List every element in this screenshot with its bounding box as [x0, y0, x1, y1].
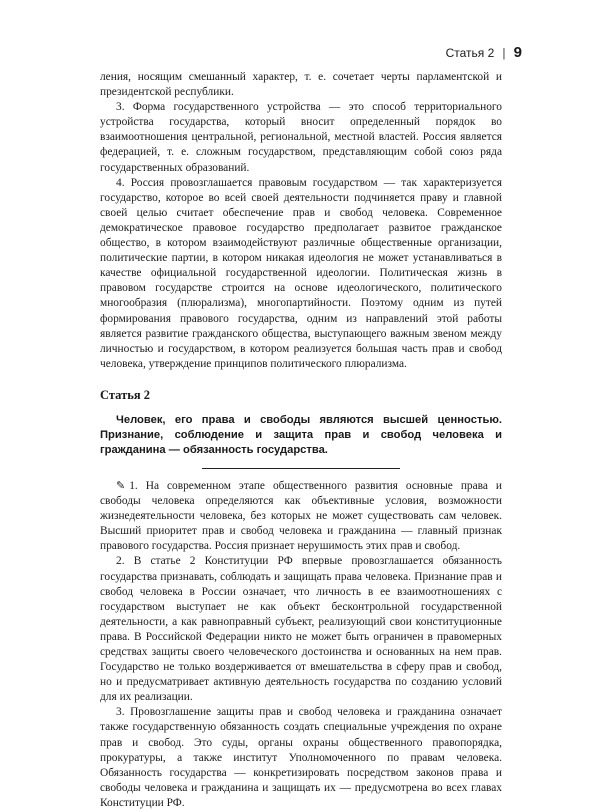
comment-paragraph-3: 3. Провозглашение защиты прав и свобод человека и гражданина означает также государственную обязанность создать специальные учреждения по охране прав и свобод. Это суды, органы охраны общественного правопорядка, прокуратуры, а также институт Уполномоченного по правам человека. Обязанность государства — конкретизировать посредством законов права и свободы человека и гражданина и защищать их — предусмотрена во всех главах Конституции РФ. — [100, 706, 502, 809]
header-article-label: Статья 2 — [445, 46, 495, 60]
comment-marker-icon: ✎ — [116, 479, 126, 492]
running-header — [446, 44, 522, 61]
page-body — [100, 70, 502, 811]
paragraph-3-state-structure: 3. Форма государственного устройства — это способ территориального устройства государства, который вносит определенный порядок во взаимоотношения центральной, региональной, местной властей. Россия является федерацией, т. е. сложным государством, представляющим собой союз ряда государственных образований. — [100, 101, 502, 174]
comment-paragraph-1 — [100, 479, 502, 554]
header-separator: | — [502, 46, 506, 60]
paragraph-4-rule-of-law: 4. Россия провозглашается правовым государством — так характеризуется государство, которое во всей своей деятельности подчиняется праву и главной своей целью считает обеспечение прав и свобод человека. Современное демократическое правовое государство предполагает развитое гражданское общество, в котором взаимодействуют различные общественные организации, политические партии, в котором никакая идеология не может устанавливаться в качестве официальной государственной идеологии. Политическая жизнь в правовом государстве строится на основе идеологического, политического многообразия (плюрализма), многопартийности. Поэтому одним из путей формирования правового государства, одним из направлений этой работы является развитие гражданского общества, выступающего важным звеном между личностью и государством, в котором реализуется большая часть прав и свобод человека, утверждение принципов политического плюрализма. — [100, 176, 502, 370]
comment-paragraph-2: 2. В статье 2 Конституции РФ впервые провозглашается обязанность государства признавать, соблюдать и защищать права человека. Признание прав и свобод человека в России означает, что личность в ее взаимоотношениях с государством выступает не как объект бесконтрольной государственной деятельности, а как равноправный субъект, реализующий свои конституционные права. В Российской Федерации никто не может быть ограничен в правомерных средствах защиты своего человеческого достоинства и основанных на нем прав. Государство не только воздерживается от вмешательства в сферу прав и свобод, но и предусматривает активную деятельность государства по созданию условий для их реализации. — [100, 555, 502, 704]
article-2-title: Статья 2 — [100, 387, 150, 402]
section-divider — [202, 468, 400, 469]
paragraph-continuation: ления, носящим смешанный характер, т. е. сочетает черты парламентской и президентской республики. — [100, 71, 502, 99]
page-number: 9 — [513, 44, 522, 61]
comment-paragraph-1-text: 1. На современном этапе общественного развития основные права и свободы человека определяются как объективные условия, возможности жизнедеятельности человека, без которых не может существовать сам человек. Высший приоритет прав и свобод человека и гражданина — главный признак правового государства. Россия признает нерушимость этих прав и свобод. — [100, 479, 502, 553]
article-2-text: Человек, его права и свободы являются высшей ценностью. Признание, соблюдение и защита прав и свобод человека и гражданина — обязанность государства. — [100, 413, 502, 456]
